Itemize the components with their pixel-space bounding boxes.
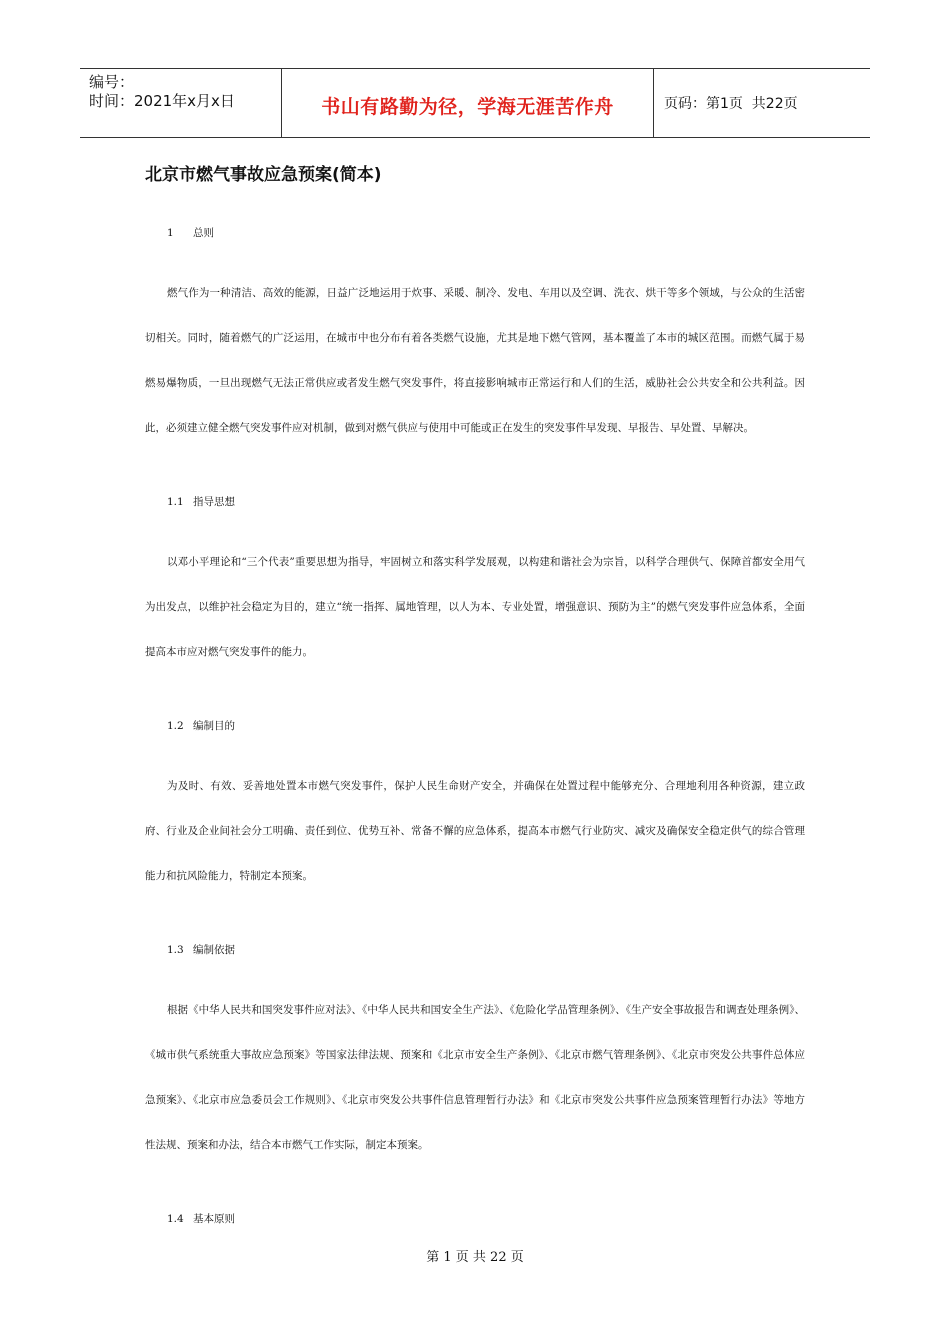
motto-text: 书山有路勤为径，学海无涯苦作舟 (321, 95, 614, 118)
section-paragraph-purpose: 为及时、有效、妥善地处置本市燃气突发事件，保护人民生命财产安全，并确保在处置过程中能够充分、合理地利用各种资源，建立政府、行业及企业间社会分工明确、责任到位、优势互补、常备不懈的应急体系，提高本市燃气行业防灾、减灾及确保安全稳定供气的综合管理能力和抗风险能力，特制定本预案。 (145, 780, 805, 882)
footer-page-number: 第 1 页 共 22 页 (426, 1250, 524, 1265)
section-paragraph-guiding-ideology: 以邓小平理论和“三个代表”重要思想为指导，牢固树立和落实科学发展观，以构建和谐社会为宗旨，以科学合理供气、保障首都安全用气为出发点，以维护社会稳定为目的，建立“统一指挥、属地管理，以人为本、专业处置，增强意识、预防为主”的燃气突发事件应急体系，全面提高本市应对燃气突发事件的能力。 (145, 556, 805, 658)
section-number: 1.1 (167, 496, 184, 508)
section-number: 1 (167, 227, 174, 239)
section-heading-text: 总则 (193, 227, 214, 239)
page-footer (0, 1246, 950, 1265)
document-number-label: 编号： (89, 73, 135, 91)
section-number: 1.3 (167, 944, 184, 956)
section-heading-text: 编制目的 (193, 720, 235, 732)
page-info-text: 页码：第1页 共22页 (664, 96, 798, 112)
section-paragraph-basis: 根据《中华人民共和国突发事件应对法》、《中华人民共和国安全生产法》、《危险化学品管理条例》、《生产安全事故报告和调查处理条例》、《城市供气系统重大事故应急预案》等国家法律法规、预案和《北京市安全生产条例》、《北京市燃气管理条例》、《北京市突发公共事件总体应急预案》、《北京市应急委员会工作规则》、《北京市突发公共事件信息管理暂行办法》和《北京市突发公共事件应急预案管理暂行办法》等地方性法规、预案和办法，结合本市燃气工作实际，制定本预案。 (145, 1004, 805, 1151)
section-heading-basis (145, 937, 805, 964)
header-meta (80, 69, 282, 137)
section-heading-purpose (145, 713, 805, 740)
header-motto-cell (282, 69, 654, 137)
page-header (80, 68, 870, 138)
section-heading-text: 指导思想 (193, 496, 235, 508)
document-title: 北京市燃气事故应急预案(简本) (145, 165, 382, 185)
section-heading-text: 编制依据 (193, 944, 235, 956)
section-heading-text: 基本原则 (193, 1213, 235, 1225)
section-heading-principles (145, 1206, 805, 1233)
section-heading-general (145, 220, 805, 247)
section-number: 1.2 (167, 720, 184, 732)
section-heading-guiding-ideology (145, 489, 805, 516)
section-paragraph-general: 燃气作为一种清洁、高效的能源，日益广泛地运用于炊事、采暖、制冷、发电、车用以及空调、洗衣、烘干等多个领域，与公众的生活密切相关。同时，随着燃气的广泛运用，在城市中也分布有着各类燃气设施，尤其是地下燃气管网，基本覆盖了本市的城区范围。而燃气属于易燃易爆物质，一旦出现燃气无法正常供应或者发生燃气突发事件，将直接影响城市正常运行和人们的生活，威胁社会公共安全和公共利益。因此，必须建立健全燃气突发事件应对机制，做到对燃气供应与使用中可能或正在发生的突发事件早发现、早报告、早处置、早解决。 (145, 287, 805, 434)
header-page-info-cell (654, 69, 870, 137)
document-body (145, 220, 805, 1233)
section-number: 1.4 (167, 1213, 184, 1225)
document-date: 时间：2021年x月x日 (89, 92, 235, 110)
